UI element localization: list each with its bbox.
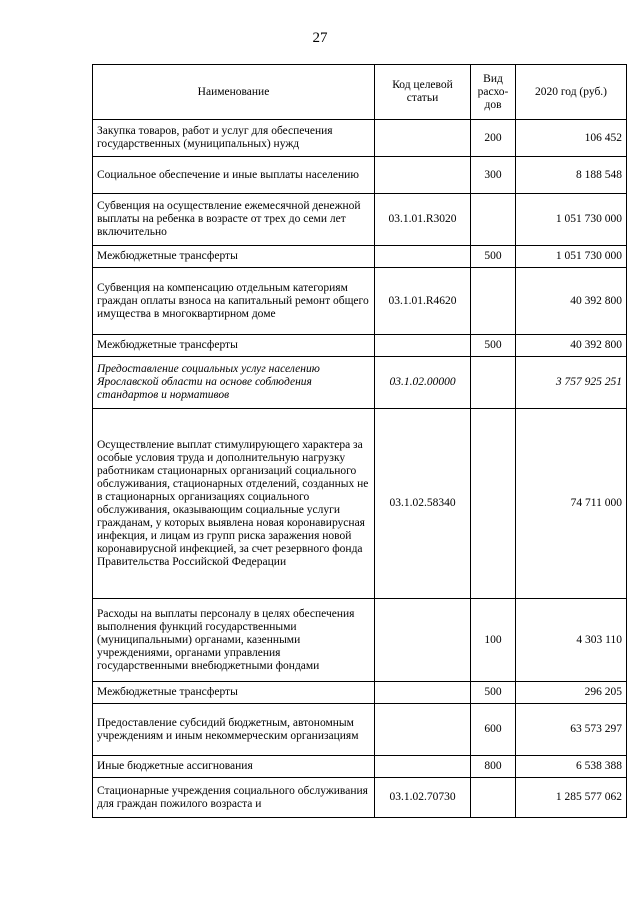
table-row — [93, 756, 627, 778]
cell-kind: 600 — [471, 704, 516, 756]
cell-amount: 106 452 — [516, 120, 627, 157]
cell-amount: 8 188 548 — [516, 157, 627, 194]
cell-code — [375, 704, 471, 756]
cell-code: 03.1.01.R4620 — [375, 268, 471, 335]
table-row — [93, 268, 627, 335]
cell-amount: 4 303 110 — [516, 599, 627, 682]
cell-kind — [471, 268, 516, 335]
cell-amount: 3 757 925 251 — [516, 357, 627, 409]
cell-kind — [471, 778, 516, 818]
cell-kind: 800 — [471, 756, 516, 778]
budget-table — [92, 64, 627, 818]
cell-name: Социальное обеспечение и иные выплаты населению — [93, 157, 375, 194]
cell-amount: 1 051 730 000 — [516, 246, 627, 268]
header-code: Код целевой статьи — [375, 65, 471, 120]
cell-name: Закупка товаров, работ и услуг для обеспечения государственных (муниципальных) нужд — [93, 120, 375, 157]
table-row — [93, 194, 627, 246]
cell-kind — [471, 357, 516, 409]
header-name: Наименование — [93, 65, 375, 120]
header-kind: Вид расхо-дов — [471, 65, 516, 120]
header-amount: 2020 год (руб.) — [516, 65, 627, 120]
table-header-row — [93, 65, 627, 120]
cell-code — [375, 120, 471, 157]
cell-name: Субвенция на компенсацию отдельным категориям граждан оплаты взноса на капитальный ремонт общего имущества в многоквартирном доме — [93, 268, 375, 335]
cell-kind: 500 — [471, 682, 516, 704]
cell-amount: 40 392 800 — [516, 335, 627, 357]
cell-amount: 1 285 577 062 — [516, 778, 627, 818]
table-row — [93, 246, 627, 268]
cell-name: Межбюджетные трансферты — [93, 682, 375, 704]
cell-code: 03.1.02.70730 — [375, 778, 471, 818]
cell-amount: 6 538 388 — [516, 756, 627, 778]
cell-amount: 74 711 000 — [516, 409, 627, 599]
cell-name: Субвенция на осуществление ежемесячной денежной выплаты на ребенка в возрасте от трех до семи лет включительно — [93, 194, 375, 246]
cell-name: Иные бюджетные ассигнования — [93, 756, 375, 778]
cell-code — [375, 682, 471, 704]
cell-name: Предоставление субсидий бюджетным, автономным учреждениям и иным некоммерческим организациям — [93, 704, 375, 756]
table-row — [93, 157, 627, 194]
cell-code: 03.1.02.58340 — [375, 409, 471, 599]
table-row — [93, 409, 627, 599]
cell-amount: 296 205 — [516, 682, 627, 704]
cell-code — [375, 599, 471, 682]
table-row — [93, 778, 627, 818]
table-row — [93, 335, 627, 357]
cell-name: Предоставление социальных услуг населению Ярославской области на основе соблюдения стандартов и нормативов — [93, 357, 375, 409]
cell-code: 03.1.01.R3020 — [375, 194, 471, 246]
table-row — [93, 599, 627, 682]
cell-name: Расходы на выплаты персоналу в целях обеспечения выполнения функций государственными (муниципальными) органами, казенными учреждениями, органами управления государственными внебюджетными фондами — [93, 599, 375, 682]
cell-code — [375, 335, 471, 357]
cell-name: Осуществление выплат стимулирующего характера за особые условия труда и дополнительную нагрузку работникам стационарных организаций социального обслуживания, стационарных отделений, созданных не в стационарных организациях социального обслуживания, оказывающим социальные услуги гражданам, у которых выявлена новая коронавирусная инфекция, и лицам из групп риска заражения новой коронавирусной инфекцией, за счет резервного фонда Правительства Российской Федерации — [93, 409, 375, 599]
cell-kind — [471, 194, 516, 246]
cell-amount: 40 392 800 — [516, 268, 627, 335]
table-row — [93, 704, 627, 756]
cell-code — [375, 246, 471, 268]
cell-kind — [471, 409, 516, 599]
cell-amount: 1 051 730 000 — [516, 194, 627, 246]
cell-kind: 100 — [471, 599, 516, 682]
cell-code — [375, 756, 471, 778]
cell-name: Межбюджетные трансферты — [93, 335, 375, 357]
cell-code — [375, 157, 471, 194]
cell-code: 03.1.02.00000 — [375, 357, 471, 409]
table-row — [93, 682, 627, 704]
table-row — [93, 120, 627, 157]
table-row — [93, 357, 627, 409]
cell-kind: 500 — [471, 335, 516, 357]
cell-kind: 200 — [471, 120, 516, 157]
cell-amount: 63 573 297 — [516, 704, 627, 756]
cell-name: Межбюджетные трансферты — [93, 246, 375, 268]
page-number: 27 — [312, 30, 328, 46]
cell-kind: 500 — [471, 246, 516, 268]
cell-kind: 300 — [471, 157, 516, 194]
cell-name: Стационарные учреждения социального обслуживания для граждан пожилого возраста и — [93, 778, 375, 818]
